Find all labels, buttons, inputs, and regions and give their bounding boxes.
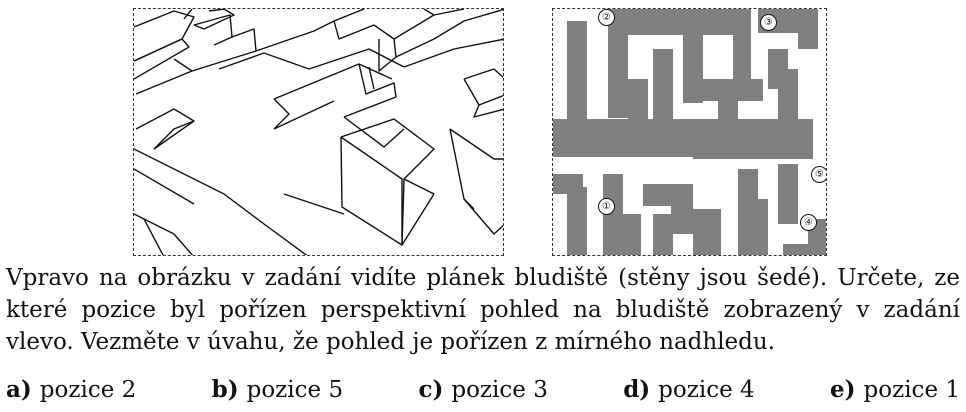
maze-marker-3: ③ <box>760 14 777 31</box>
maze-marker-2: ② <box>598 9 615 26</box>
answer-letter: a) <box>6 376 32 403</box>
answer-e[interactable] <box>830 374 960 406</box>
maze-marker-4: ④ <box>800 214 817 231</box>
answer-a[interactable] <box>6 374 136 406</box>
answer-label: pozice 3 <box>451 377 548 403</box>
answer-d[interactable] <box>623 374 754 406</box>
answer-label: pozice 1 <box>863 377 960 403</box>
answer-label: pozice 2 <box>39 377 137 403</box>
answer-letter: d) <box>623 376 651 403</box>
maze-plan-drawing <box>553 9 827 256</box>
maze-plan-figure <box>552 8 827 256</box>
maze-marker-1: ① <box>598 198 615 215</box>
maze-walls <box>553 9 827 256</box>
answer-letter: b) <box>211 376 239 403</box>
answer-label: pozice 5 <box>246 377 344 403</box>
question-text: Vpravo na obrázku v zadání vidíte plánek bludiště (stěny jsou šedé). Určete, ze které pozice byl pořízen perspektivní pohled na bludiště zobrazený v zadání vlevo. Vezměte v úvahu, že pohled je pořízen z mírného nadhledu. <box>6 265 960 355</box>
answer-c[interactable] <box>418 374 547 406</box>
answer-choices <box>6 374 960 406</box>
answer-letter: c) <box>418 376 444 403</box>
maze-marker-5: ⑤ <box>811 166 827 183</box>
perspective-view-figure <box>133 8 504 256</box>
answer-label: pozice 4 <box>658 377 755 403</box>
answer-b[interactable] <box>212 374 343 406</box>
answer-letter: e) <box>830 376 856 403</box>
perspective-maze-drawing <box>134 9 504 256</box>
